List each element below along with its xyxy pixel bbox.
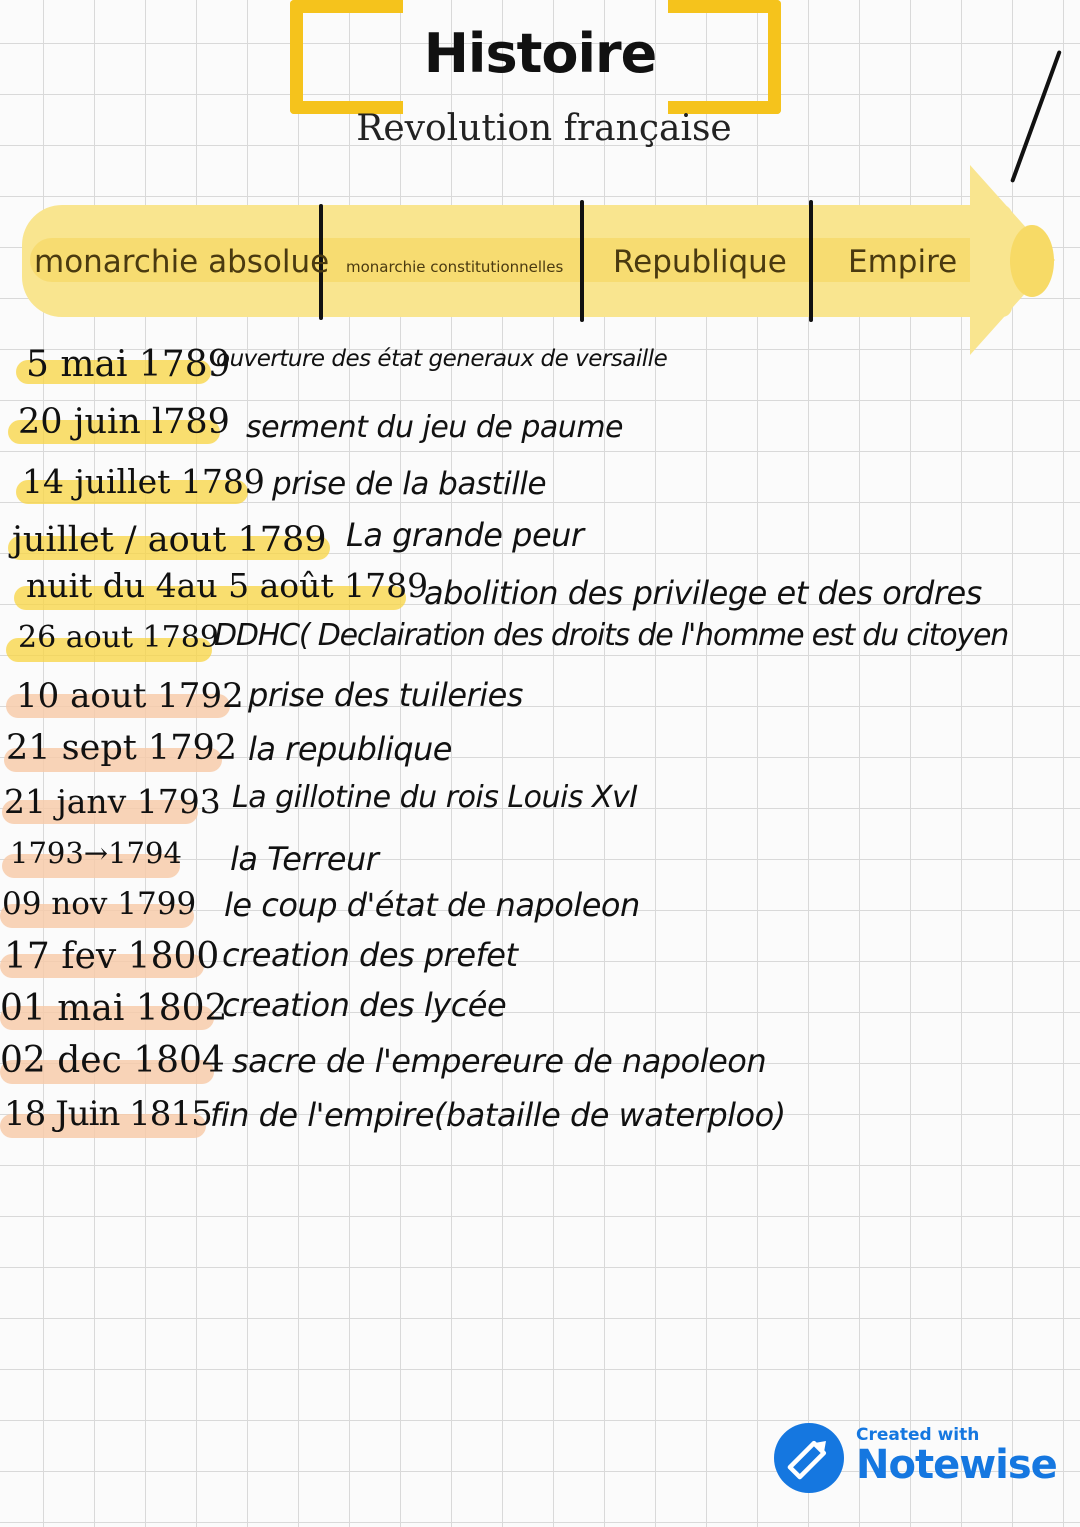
period-monarchie-absolue: monarchie absolue bbox=[34, 244, 330, 280]
event-description: prise de la bastille bbox=[272, 466, 547, 502]
event-date: 01 mai 1802 bbox=[0, 988, 228, 1029]
event-date: 09 nov 1799 bbox=[2, 886, 197, 922]
event-description: le coup d'état de napoleon bbox=[224, 886, 640, 924]
event-description: creation des lycée bbox=[222, 986, 507, 1024]
event-description: serment du jeu de paume bbox=[246, 410, 624, 445]
period-republique: Republique bbox=[613, 244, 787, 280]
period-empire: Empire bbox=[848, 244, 958, 280]
event-date: 18 Juin 1815 bbox=[4, 1094, 212, 1134]
event-description: ouverture des état generaux de versaille bbox=[216, 346, 668, 372]
event-date: 21 janv 1793 bbox=[4, 782, 221, 821]
page-title: Histoire bbox=[423, 22, 657, 85]
event-date: 02 dec 1804 bbox=[0, 1040, 225, 1081]
event-date: 14 juillet 1789 bbox=[22, 462, 265, 501]
event-date: 5 mai 1789 bbox=[26, 344, 231, 385]
event-description: DDHC( Declairation des droits de l'homme est du citoyen bbox=[214, 618, 1009, 653]
event-date: 21 sept 1792 bbox=[6, 728, 238, 768]
event-date: juillet / aout 1789 bbox=[12, 520, 327, 560]
timeline-divider bbox=[580, 200, 584, 322]
event-description: la Terreur bbox=[230, 840, 379, 878]
period-monarchie-constitutionnelle: monarchie constitutionnelles bbox=[346, 258, 564, 276]
event-date: 26 aout 1789 bbox=[18, 620, 219, 655]
event-date: 20 juin l789 bbox=[18, 402, 230, 442]
arrow-tip bbox=[1010, 225, 1054, 297]
event-date: nuit du 4au 5 août 1789 bbox=[26, 566, 429, 605]
pencil-icon bbox=[774, 1423, 844, 1493]
event-date: 10 aout 1792 bbox=[16, 676, 244, 716]
event-description: creation des prefet bbox=[222, 936, 518, 974]
event-description: sacre de l'empereure de napoleon bbox=[232, 1042, 767, 1080]
event-description: abolition des privilege et des ordres bbox=[424, 574, 982, 612]
event-date: 17 fev 1800 bbox=[4, 936, 220, 977]
event-description: la republique bbox=[248, 730, 452, 768]
event-date: 1793→1794 bbox=[10, 836, 182, 870]
event-description: prise des tuileries bbox=[248, 676, 523, 714]
timeline-divider bbox=[809, 200, 813, 322]
branding-small-text: Created with bbox=[856, 1425, 980, 1445]
event-description: La gillotine du rois Louis XvI bbox=[232, 780, 638, 815]
branding-name: Notewise bbox=[856, 1442, 1057, 1488]
event-description: fin de l'empire(bataille de waterploo) bbox=[210, 1096, 786, 1134]
page-subtitle: Revolution française bbox=[356, 108, 732, 149]
notewise-logo bbox=[774, 1423, 844, 1493]
event-description: La grande peur bbox=[346, 516, 584, 554]
